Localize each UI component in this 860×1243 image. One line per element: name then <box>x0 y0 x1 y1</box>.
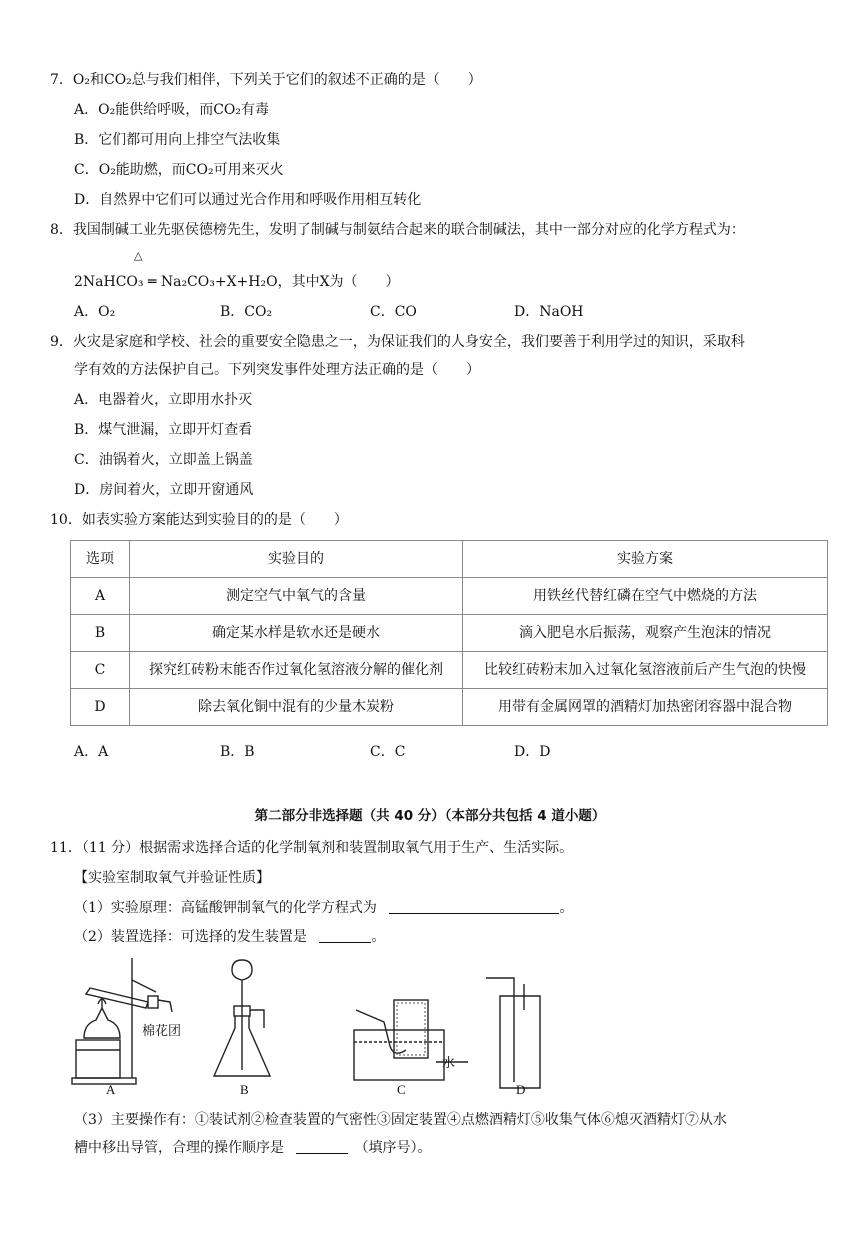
table-header-option: 选项 <box>71 541 130 578</box>
stand-base <box>72 1078 136 1084</box>
q10-option-c: C．C <box>370 744 406 760</box>
q7-option-b: B．它们都可用向上排空气法收集 <box>74 132 281 148</box>
part2-heading: 第二部分非选择题（共 40 分）（本部分共包括 4 道小题） <box>254 808 606 824</box>
table-cell: C <box>71 652 130 689</box>
table-cell: 确定某水样是软水还是硬水 <box>130 615 463 652</box>
q11-sub3-end: （填序号）。 <box>354 1140 432 1156</box>
q11-sub2-end: 。 <box>371 929 386 945</box>
experiment-table <box>70 540 828 726</box>
q7-option-a: A．O₂能供给呼吸，而CO₂有毒 <box>74 102 270 118</box>
q11-sub1 <box>74 898 573 918</box>
figure-label-a: A <box>106 1082 116 1097</box>
answer-blank-order[interactable] <box>296 1139 348 1154</box>
table-cell: A <box>71 578 130 615</box>
q8-option-c: C．CO <box>370 304 417 320</box>
q11-section-title: 【实验室制取氧气并验证性质】 <box>74 870 270 886</box>
table-cell: 用铁丝代替红磷在空气中燃烧的方法 <box>463 578 828 615</box>
q11-sub3-text: 槽中移出导管，合理的操作顺序是 <box>74 1140 284 1156</box>
q8-stem: 8．我国制碱工业先驱侯德榜先生，发明了制碱与制氨结合起来的联合制碱法，其中一部分对应的化学方程式为： <box>50 222 745 238</box>
q11-sub2-text: （2）装置选择：可选择的发生装置是 <box>74 929 307 945</box>
table-cell: 测定空气中氧气的含量 <box>130 578 463 615</box>
q11-sub3-line1: （3）主要操作有：①装试剂②检查装置的气密性③固定装置④点燃酒精灯⑤收集气体⑥熄灭酒精灯⑦从水 <box>74 1112 727 1128</box>
q9-option-c: C．油锅着火，立即盖上锅盖 <box>74 452 253 468</box>
figure-label-c: C <box>397 1082 406 1097</box>
table-cell: D <box>71 689 130 726</box>
table-cell: 除去氧化铜中混有的少量木炭粉 <box>130 689 463 726</box>
q11-sub3-line2 <box>74 1138 431 1158</box>
table-cell: B <box>71 615 130 652</box>
q7-option-d: D．自然界中它们可以通过光合作用和呼吸作用相互转化 <box>74 192 422 208</box>
figure-label-d: D <box>516 1082 526 1097</box>
figure-label-b: B <box>240 1082 249 1097</box>
water-label: 水 <box>442 1055 456 1070</box>
collection-bottle-fill <box>397 1003 425 1055</box>
q8-option-a: A．O₂ <box>74 304 116 320</box>
q11-sub2 <box>74 927 385 947</box>
q9-option-a: A．电器着火，立即用水扑灭 <box>74 392 253 408</box>
q9-option-b: B．煤气泄漏，立即开灯查看 <box>74 422 253 438</box>
table-header-plan: 实验方案 <box>463 541 828 578</box>
table-cell: 用带有金属网罩的酒精灯加热密闭容器中混合物 <box>463 689 828 726</box>
q10-option-a: A．A <box>74 744 109 760</box>
q8-option-d: D．NaOH <box>514 304 584 320</box>
answer-blank-apparatus[interactable] <box>319 928 371 943</box>
apparatus-drawing <box>64 950 544 1100</box>
q11-sub1-end: 。 <box>559 900 574 916</box>
table-row <box>71 578 828 615</box>
q8-option-b: B．CO₂ <box>220 304 273 320</box>
q10-option-b: B．B <box>220 744 255 760</box>
q9-option-d: D．房间着火，立即开窗通风 <box>74 482 254 498</box>
table-cell: 比较红砖粉末加入过氧化氢溶液前后产生气泡的快慢 <box>463 652 828 689</box>
q9-stem-line1: 9．火灾是家庭和学校、社会的重要安全隐患之一，为保证我们的人身安全，我们要善于利用学过的知识，采取科 <box>50 334 745 350</box>
apparatus-figure <box>64 950 544 1100</box>
q7-stem: 7．O₂和CO₂总与我们相伴，下列关于它们的叙述不正确的是（ ） <box>50 72 482 88</box>
table-header-purpose: 实验目的 <box>130 541 463 578</box>
q10-stem: 10．如表实验方案能达到实验目的的是（ ） <box>50 512 348 528</box>
table-row <box>71 689 828 726</box>
q8-equation: 2NaHCO₃ ═ Na₂CO₃+X+H₂O，其中X为（ ） <box>74 274 400 290</box>
q8-options <box>74 302 774 322</box>
q8-condition: △ <box>134 249 143 262</box>
table-row <box>71 615 828 652</box>
q11-sub1-text: （1）实验原理：高锰酸钾制氧气的化学方程式为 <box>74 900 377 916</box>
q11-stem: 11．（11 分）根据需求选择合适的化学制氧剂和装置制取氧气用于生产、生活实际。 <box>50 840 574 856</box>
table-cell: 滴入肥皂水后振荡，观察产生泡沫的情况 <box>463 615 828 652</box>
q10-options <box>74 742 774 762</box>
answer-blank-equation[interactable] <box>389 899 559 914</box>
q7-option-c: C．O₂能助燃，而CO₂可用来灭火 <box>74 162 284 178</box>
cotton-label: 棉花团 <box>142 1023 182 1038</box>
table-cell: 探究红砖粉末能否作过氧化氢溶液分解的催化剂 <box>130 652 463 689</box>
q9-stem-line2: 学有效的方法保护自己。下列突发事件处理方法正确的是（ ） <box>74 362 480 378</box>
q10-option-d: D．D <box>514 744 551 760</box>
table-header-row <box>71 541 828 578</box>
table-row <box>71 652 828 689</box>
